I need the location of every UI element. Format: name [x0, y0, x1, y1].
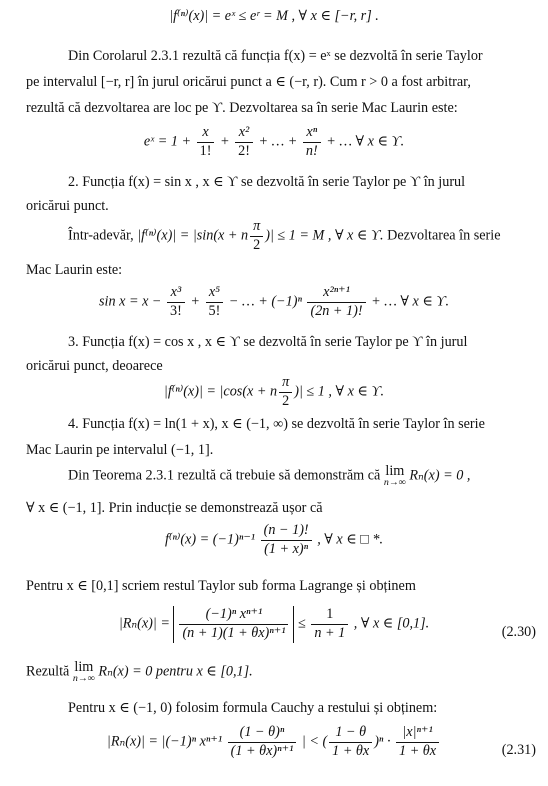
paragraph-line: Pentru x ∈ [0,1] scriem restul Taylor sub forma Lagrange și obținem: [26, 578, 416, 594]
paragraph-line: Într-adevăr, |f⁽ⁿ⁾(x)| = |sin(x + n $\frac{\pi}{2}$ )| ≤ 1 = M , ∀ x ∈ ϒ. Dezvoltarea în serie: [68, 218, 501, 253]
equation-2-31: |Rₙ(x)| = |(−1)ⁿ xⁿ⁺¹ $\frac{\text{(1 − θ)ⁿ}}{\text{(1 + θx)ⁿ⁺¹}}$ | < ( $\frac{1 - \theta}{1 + \theta x}$ )ⁿ · $\frac{\text{|x|ⁿ⁺¹}}{1 + \theta x}$ (2.31): [106, 724, 536, 759]
fraction: $\frac{\text{xⁿ}}{n!}$: [303, 124, 321, 161]
fraction: $\frac{\text{x²}}{2!}$: [235, 124, 253, 161]
equation-ln-derivative: f⁽ⁿ⁾(x) = (−1)ⁿ⁻¹ $\frac{(n - 1)!}{\text{(1 + x)ⁿ}}$ , ∀ x ∈ □ *.: [164, 522, 384, 557]
fraction: $\frac{x}{1!}$: [197, 124, 215, 161]
fraction: $\frac{\pi}{2}$: [250, 218, 263, 255]
paragraph-line: ∀ x ∈ (−1, 1]. Prin inducție se demonstrează ușor că: [26, 500, 323, 516]
fraction: $\frac{\text{x³}}{3!}$: [167, 284, 185, 321]
equation-bound-exp: |f⁽ⁿ⁾(x)| = eˣ ≤ eʳ = M , ∀ x ∈ [−r, r] .: [169, 8, 379, 24]
paragraph-line: 3. Funcția f(x) = cos x , x ∈ ϒ se dezvoltă în serie Taylor pe ϒ în jurul: [68, 334, 468, 350]
paragraph-line: rezultă că dezvoltarea are loc pe ϒ. Dezvoltarea sa în serie Mac Laurin este:: [26, 100, 458, 116]
paragraph-line: 4. Funcția f(x) = ln(1 + x), x ∈ (−1, ∞) se dezvoltă în serie Taylor în serie: [68, 416, 485, 432]
absolute-value: [173, 606, 294, 643]
paragraph-line: Din Teorema 2.3.1 rezultă că trebuie să demonstrăm că lim n→∞ Rₙ(x) = 0 ,: [68, 463, 471, 489]
paragraph-line: Rezultă lim n→∞ Rₙ(x) = 0 pentru x ∈ [0,1].: [26, 659, 253, 685]
paragraph-line: pe intervalul [−r, r] în jurul oricărui punct a ∈ (−r, r). Cum r > 0 a fost arbitrar,: [26, 74, 471, 90]
fraction: $\frac{\text{x²ⁿ⁺¹}}{(2n + 1)!}$: [307, 284, 365, 321]
paragraph-line: oricărui punct, deoarece: [26, 358, 163, 374]
paragraph-line: Pentru x ∈ (−1, 0) folosim formula Cauchy a restului și obținem:: [68, 700, 438, 716]
fraction: $\frac{1}{n + 1}$: [311, 606, 348, 643]
equation-2-30: |Rₙ(x)| = $\frac{\text{(−1)ⁿ xⁿ⁺¹}}{\text{(n + 1)(1 + θx)ⁿ⁺¹}}$ ≤ $\frac{1}{n + 1}$ , ∀ x ∈ [0,1]. (2.30): [118, 606, 536, 641]
paragraph-line: Din Corolarul 2.3.1 rezultă că funcția f(x) = eˣ se dezvoltă în serie Taylor: [68, 48, 483, 64]
fraction: $\frac{1 - \theta}{1 + \theta x}$: [329, 724, 372, 761]
equation-number: (2.30): [501, 624, 536, 640]
fraction: $\frac{\pi}{2}$: [279, 374, 292, 411]
equation-sin-series: sin x = x − $\frac{\text{x³}}{3!}$ + $\frac{\text{x⁵}}{5!}$ − … + (−1)ⁿ $\frac{\text{x²ⁿ⁺¹}}{(2n + 1)!}$ + … ∀ x ∈ ϒ.: [99, 284, 449, 319]
paragraph-line: Mac Laurin pe intervalul (−1, 1].: [26, 442, 214, 458]
equation-exp-series: eˣ = 1 + $\frac{x}{1!}$ + $\frac{\text{x²}}{2!}$ + … + $\frac{\text{xⁿ}}{n!}$ + … ∀ x ∈ ϒ.: [143, 124, 405, 159]
equation-number: (2.31): [501, 742, 536, 758]
fraction: $\frac{\text{(−1)ⁿ xⁿ⁺¹}}{\text{(n + 1)(1 + θx)ⁿ⁺¹}}$: [179, 606, 288, 643]
equation-cos-bound: |f⁽ⁿ⁾(x)| = |cos(x + n $\frac{\pi}{2}$ )| ≤ 1 , ∀ x ∈ ϒ.: [163, 374, 385, 409]
paragraph-line: oricărui punct.: [26, 198, 109, 214]
limit: lim n→∞: [72, 659, 95, 685]
limit: lim n→∞: [383, 463, 406, 489]
paragraph-line: 2. Funcția f(x) = sin x , x ∈ ϒ se dezvoltă în serie Taylor pe ϒ în jurul: [68, 174, 466, 190]
paragraph-line: Mac Laurin este:: [26, 262, 123, 278]
fraction: $\frac{(n - 1)!}{\text{(1 + x)ⁿ}}$: [261, 522, 312, 559]
fraction: $\frac{\text{(1 − θ)ⁿ}}{\text{(1 + θx)ⁿ⁺¹}}$: [228, 724, 297, 761]
fraction: $\frac{\text{|x|ⁿ⁺¹}}{1 + \theta x}$: [396, 724, 439, 761]
fraction: $\frac{\text{x⁵}}{5!}$: [206, 284, 224, 321]
